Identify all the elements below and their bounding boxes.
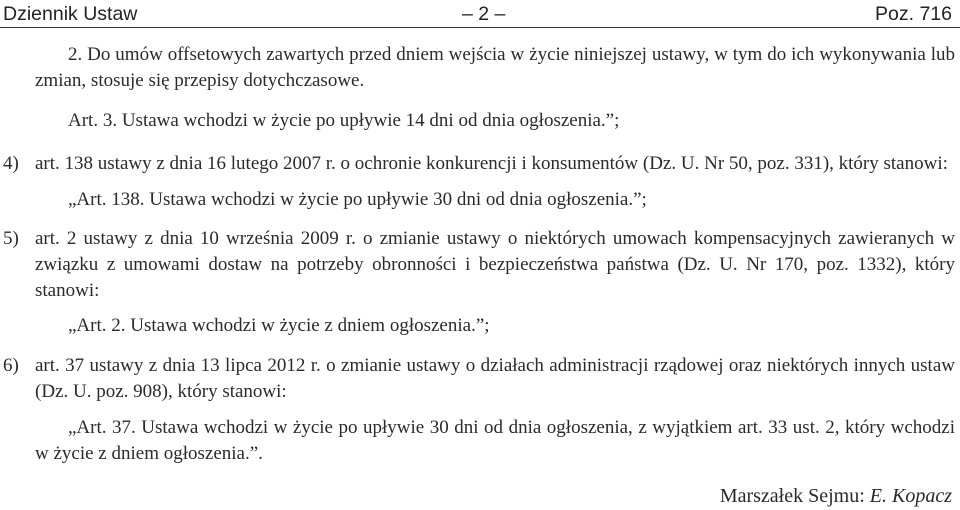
signature-title: Marszałek Sejmu: xyxy=(719,485,865,507)
item-6 xyxy=(3,353,955,405)
item-5-number: 5) xyxy=(3,228,19,249)
item-4-quote: „Art. 138. Ustawa wchodzi w życie po upływie 30 dni od dnia ogłoszenia.”; xyxy=(68,189,647,210)
header-divider xyxy=(0,27,960,28)
item-4-number: 4) xyxy=(3,153,19,174)
paragraph-2: 2. Do umów offsetowych zawartych przed dniem wejścia w życie niniejszej ustawy, w tym do ich wykonywania lub zmian, stosuje się przepisy dotychczasowe. xyxy=(35,44,955,91)
item-5-text: art. 2 ustawy z dnia 10 września 2009 r. o zmianie ustawy o niektórych umowach kompensacyjnych zawieranych w związku z umowami dostaw na potrzeby obronności i bezpieczeństwa państwa (Dz. U. Nr 170, poz. 1332), który stanowi: xyxy=(35,228,955,301)
article-3: Art. 3. Ustawa wchodzi w życie po upływie 14 dni od dnia ogłoszenia.”; xyxy=(68,110,620,131)
item-6-number: 6) xyxy=(3,355,19,376)
item-5 xyxy=(3,226,955,304)
page-number: – 2 – xyxy=(462,3,506,25)
item-6-text: art. 37 ustawy z dnia 13 lipca 2012 r. o zmianie ustawy o działach administracji rządowej oraz niektórych innych ustaw (Dz. U. poz. 908), który stanowi: xyxy=(35,355,955,402)
signature xyxy=(720,483,952,509)
position-number: Poz. 716 xyxy=(875,3,952,25)
item-6-quote: „Art. 37. Ustawa wchodzi w życie po upływie 30 dni od dnia ogłoszenia, z wyjątkiem art. 33 ust. 2, który wchodzi w życie z dniem ogłoszenia.”. xyxy=(35,417,955,464)
item-5-quote: „Art. 2. Ustawa wchodzi w życie z dniem ogłoszenia.”; xyxy=(68,315,490,336)
journal-title: Dziennik Ustaw xyxy=(3,3,138,25)
item-4 xyxy=(3,151,955,177)
signature-name: E. Kopacz xyxy=(869,485,952,507)
item-4-text: art. 138 ustawy z dnia 16 lutego 2007 r. o ochronie konkurencji i konsumentów (Dz. U. Nr 50, poz. 331), który stanowi: xyxy=(35,153,948,174)
page-header xyxy=(0,0,960,30)
